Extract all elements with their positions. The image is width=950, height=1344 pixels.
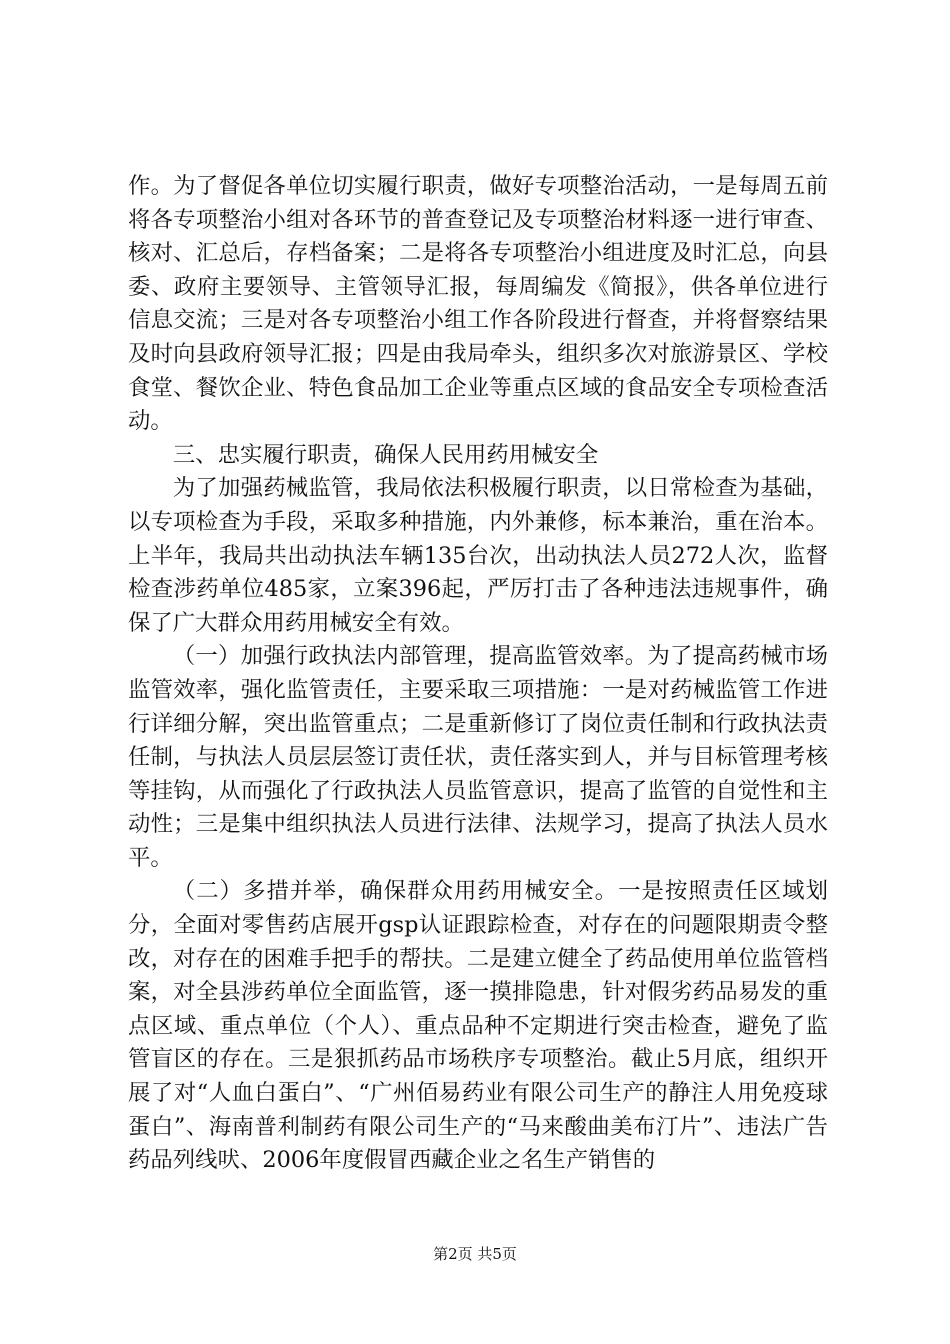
- section-heading: 三、忠实履行职责，确保人民用药用械安全: [172, 441, 599, 468]
- paragraph-continuation: 作。为了督促各单位切实履行职责，做好专项整治活动，一是每周五前将各专项整治小组对各环节的普查登记及专项整治材料逐一进行审查、核对、汇总后，存档备案；二是将各专项整治小组进度及时汇总，向县委、政府主要领导、主管领导汇报，每周编发《简报》，供各单位进行信息交流；三是对各专项整治小组工作各阶段进行督查，并将督察结果及时向县政府领导汇报；四是由我局牵头，组织多次对旅游景区、学校食堂、餐饮企业、特色食品加工企业等重点区域的食品安全专项检查活动。: [128, 173, 828, 435]
- page-number: 第2页 共5页: [433, 1245, 517, 1263]
- paragraph-subsection-1: （一）加强行政执法内部管理，提高监管效率。为了提高药械市场监管效率，强化监管责任，主要采取三项措施：一是对药械监管工作进行详细分解，突出监管重点；二是重新修订了岗位责任制和行政执法责任制，与执法人员层层签订责任状，责任落实到人，并与目标管理考核等挂钩，从而强化了行政执法人员监管意识，提高了监管的自觉性和主动性；三是集中组织执法人员进行法律、法规学习，提高了执法人员水平。: [128, 643, 828, 871]
- document-body: [128, 170, 828, 1178]
- page-footer: [0, 1244, 950, 1264]
- paragraph-subsection-2: （二）多措并举，确保群众用药用械安全。一是按照责任区域划分，全面对零售药店展开gsp认证跟踪检查，对存在的问题限期责令整改，对存在的困难手把手的帮扶。二是建立健全了药品使用单位监管档案，对全县涉药单位全面监管，逐一摸排隐患，针对假劣药品易发的重点区域、重点单位（个人）、重点品种不定期进行突击检查，避免了监管盲区的存在。三是狠抓药品市场秩序专项整治。截止5月底，组织开展了对“人血白蛋白”、“广州佰易药业有限公司生产的静注人用免疫球蛋白”、海南普利制药有限公司生产的“马来酸曲美布汀片”、违法广告药品列线吠、2006年度假冒西藏企业之名生产销售的: [128, 878, 828, 1174]
- paragraph-section-intro: 为了加强药械监管，我局依法积极履行职责，以日常检查为基础，以专项检查为手段，采取多种措施，内外兼修，标本兼治，重在治本。上半年，我局共出动执法车辆135台次，出动执法人员272人次，监督检查涉药单位485家，立案396起，严厉打击了各种违法违规事件，确保了广大群众用药用械安全有效。: [128, 475, 828, 636]
